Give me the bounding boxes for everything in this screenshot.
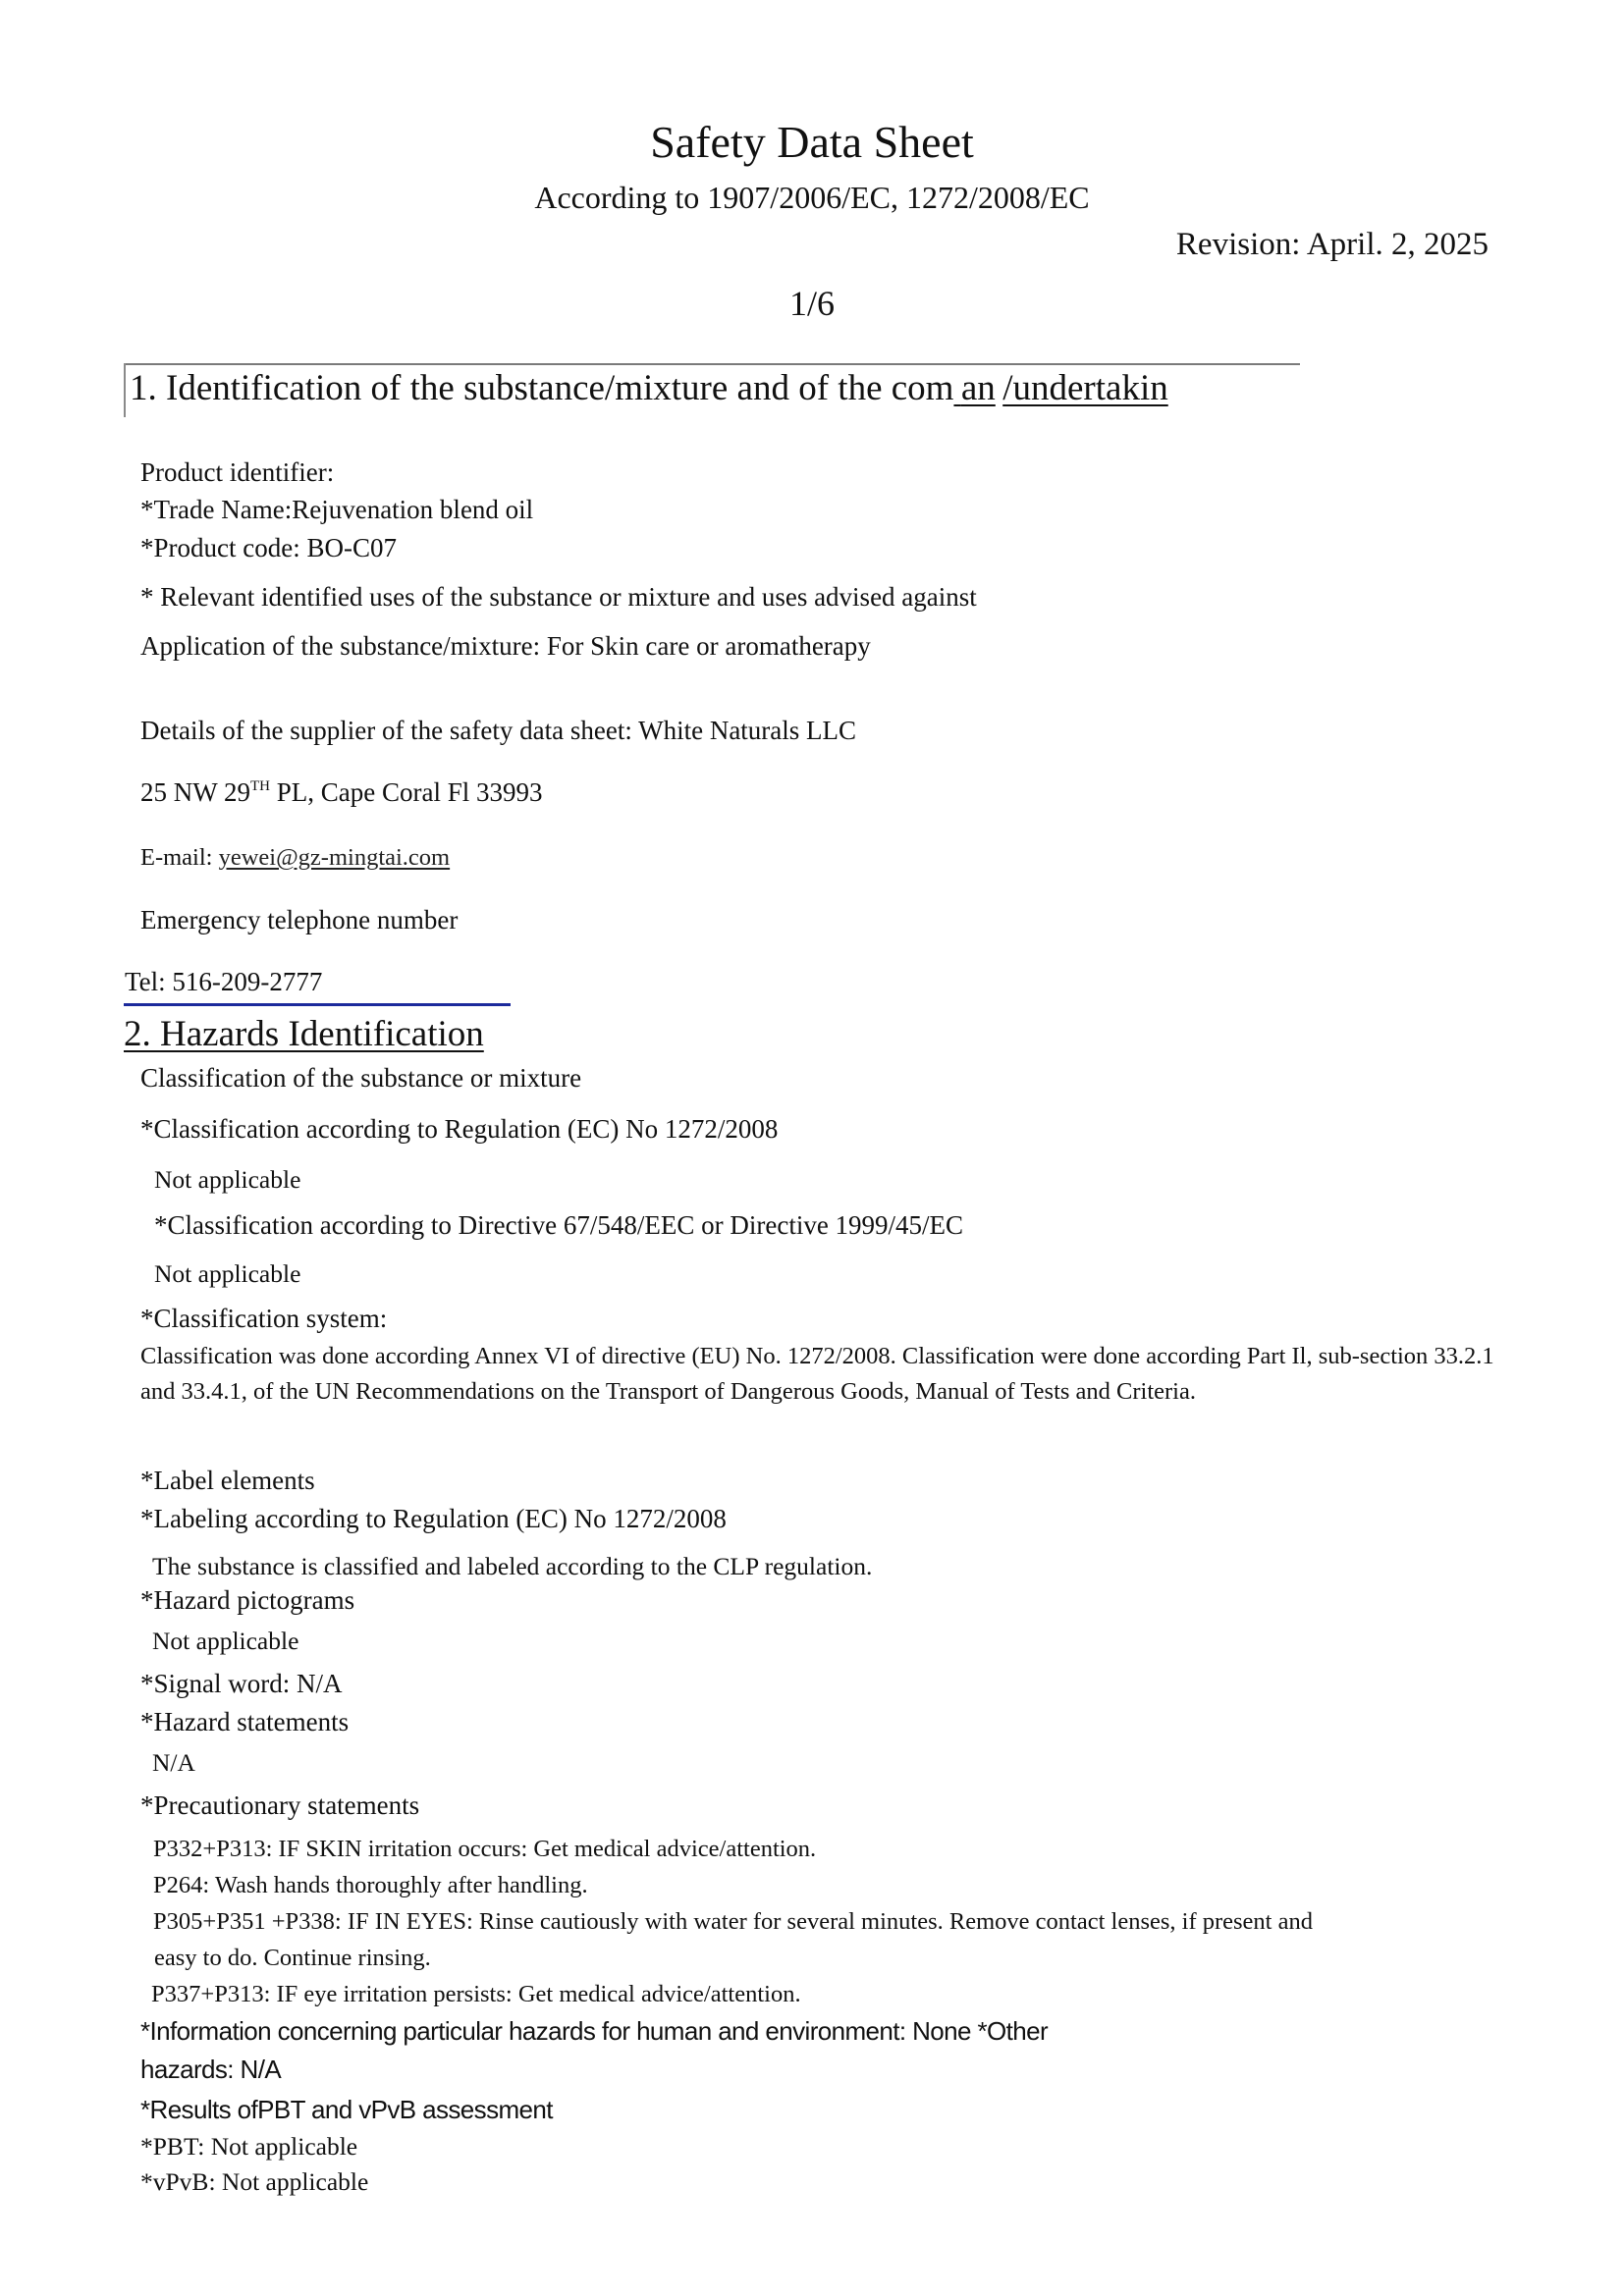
info-hazards-line-1: *Information concerning particular hazards for human and environment: None *Other: [140, 2016, 1049, 2046]
email-link[interactable]: yewei@gz-mingtai.com: [218, 844, 451, 871]
hazard-statements-label: *Hazard statements: [140, 1707, 350, 1736]
precautionary-item: P305+P351 +P338: IF IN EYES: Rinse cautiously with water for several minutes. Remove contact lenses, if present and: [153, 1908, 1313, 1935]
section-1-heading-text: 1. Identification of the substance/mixture and of the com: [130, 368, 954, 408]
classification-system-label: *Classification system:: [140, 1304, 388, 1333]
classification-directive: *Classification according to Directive 67/548/EEC or Directive 1999/45/EC: [154, 1210, 964, 1240]
pbt-results-label: *Results ofPBT and vPvB assessment: [140, 2095, 553, 2124]
supplier-address: 25 NW 29TH PL, Cape Coral Fl 33993: [140, 777, 543, 807]
section-1-heading: [130, 367, 1168, 409]
revision-date: Revision: April. 2, 2025: [1175, 227, 1489, 262]
section-1-rule-left: [124, 363, 126, 417]
section-1-rule: [125, 363, 1300, 365]
labeling-text: The substance is classified and labeled according to the CLP regulation.: [152, 1552, 873, 1580]
classification-regulation: *Classification according to Regulation (EC) No 1272/2008: [140, 1114, 779, 1144]
classification-directive-value: Not applicable: [154, 1259, 301, 1288]
section-1-heading-fragment-2: /undertakin: [1002, 368, 1168, 408]
application: Application of the substance/mixture: For Skin care or aromatherapy: [140, 631, 871, 661]
email-label: E-mail:: [140, 844, 219, 871]
email-line: [140, 844, 450, 872]
label-elements: *Label elements: [140, 1466, 315, 1495]
signal-word: *Signal word: N/A: [140, 1669, 343, 1698]
precautionary-item: P337+P313: IF eye irritation persists: Get medical advice/attention.: [151, 1981, 801, 2007]
vpvb-value: *vPvB: Not applicable: [140, 2167, 369, 2196]
product-identifier-label: Product identifier:: [140, 457, 335, 487]
classification-system-text: Classification was done according Annex VI of directive (EU) No. 1272/2008. Classification were done according Part Il, sub-section 33.2.1 and 33.4.1, of the UN Recommendations on the Transport of Dangerous Goods, Manual of Tests and Criteria.: [140, 1343, 1494, 1405]
section-1-heading-fragment: an: [960, 368, 996, 408]
precautionary-item: P264: Wash hands thoroughly after handling.: [153, 1872, 588, 1898]
hazard-pictograms-label: *Hazard pictograms: [140, 1585, 355, 1615]
labeling-regulation: *Labeling according to Regulation (EC) No 1272/2008: [140, 1504, 727, 1533]
info-hazards-line-2: hazards: N/A: [140, 2055, 282, 2084]
relevant-uses: * Relevant identified uses of the substance or mixture and uses advised against: [140, 582, 977, 612]
document-subtitle: According to 1907/2006/EC, 1272/2008/EC: [534, 180, 1090, 215]
classification-title: Classification of the substance or mixture: [140, 1063, 582, 1093]
precautionary-item: P332+P313: IF SKIN irritation occurs: Get medical advice/attention.: [153, 1836, 817, 1862]
supplier-details: Details of the supplier of the safety data sheet: White Naturals LLC: [140, 716, 857, 745]
emergency-phone-label: Emergency telephone number: [140, 905, 459, 934]
hazard-pictograms-value: Not applicable: [152, 1627, 299, 1655]
pbt-value: *PBT: Not applicable: [140, 2132, 358, 2161]
section-2-rule: [124, 1003, 511, 1006]
trade-name: *Trade Name:Rejuvenation blend oil: [140, 495, 534, 524]
precautionary-item-continued: easy to do. Continue rinsing.: [154, 1945, 431, 1971]
page-number: 1/6: [788, 284, 835, 323]
document-title: Safety Data Sheet: [650, 117, 974, 167]
section-2-heading: 2. Hazards Identification: [124, 1014, 484, 1054]
product-code: *Product code: BO-C07: [140, 533, 397, 562]
classification-regulation-value: Not applicable: [154, 1165, 301, 1194]
precautionary-label: *Precautionary statements: [140, 1790, 420, 1820]
telephone-number: Tel: 516-209-2777: [125, 967, 323, 996]
hazard-statements-value: N/A: [152, 1748, 195, 1777]
